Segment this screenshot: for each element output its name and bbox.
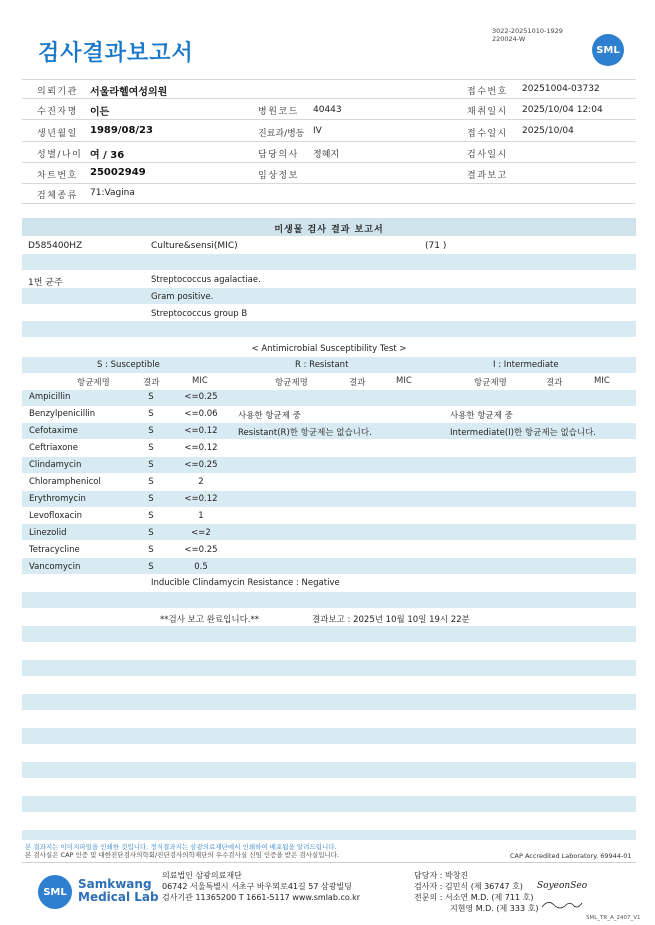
mic-value: <=2 (191, 528, 211, 538)
drug-name: Ampicillin (29, 392, 71, 402)
drug-name: Tetracycline (29, 545, 80, 555)
brand-line2: Medical Lab (78, 890, 159, 904)
sex-age-label: 성별/나이 (37, 150, 83, 160)
susceptibility-result: S (148, 511, 154, 521)
mic-value: <=0.12 (184, 426, 218, 436)
receipt-date-value: 2025/10/04 (522, 126, 574, 136)
susceptibility-result: S (148, 392, 154, 402)
susceptibility-result: S (148, 409, 154, 419)
section-title: 미생물 검사 결과 보고서 (274, 225, 384, 235)
resistant-title: R : Resistant (295, 360, 349, 370)
band (22, 524, 636, 540)
chart-no-value: 25002949 (90, 167, 146, 178)
receipt-no-label: 접수번호 (467, 87, 508, 97)
col-result-header: 결과 (349, 378, 366, 388)
susceptibility-result: S (148, 528, 154, 538)
sex-age-value: 여 / 36 (90, 150, 125, 161)
receipt-no-value: 20251004-03732 (522, 84, 600, 94)
specialist: 지현영 M.D. (제 333 호) (450, 904, 539, 913)
band (22, 491, 636, 507)
final-report-time: 결과보고 : 2025년 10월 10일 19시 22분 (312, 615, 470, 625)
col-mic-header: MIC (594, 376, 610, 386)
band (22, 796, 636, 812)
susceptibility-result: S (148, 545, 154, 555)
mic-value: <=0.12 (184, 443, 218, 453)
drug-name: Clindamycin (29, 460, 82, 470)
test-name: Culture&sensi(MIC) (151, 241, 238, 251)
sml-logo: SML (592, 34, 624, 66)
ast-title: < Antimicrobial Susceptibility Test > (251, 344, 407, 354)
band (22, 728, 636, 744)
susceptibility-result: S (148, 443, 154, 453)
inducible-result: Inducible Clindamycin Resistance : Negative (151, 578, 340, 588)
intermediate-note: 사용한 항균제 중 (450, 411, 513, 421)
document-id (492, 27, 563, 43)
hospital-label: 의뢰기관 (37, 87, 78, 97)
col-drug-header: 항균제명 (474, 378, 507, 388)
intermediate-note: Intermediate(I)한 항균제는 없습니다. (450, 428, 596, 438)
divider (22, 203, 636, 204)
mic-value: <=0.25 (184, 392, 218, 402)
drug-name: Erythromycin (29, 494, 86, 504)
tester: 검사자 : 김민식 (제 36747 호) (414, 882, 523, 891)
mic-value: 2 (198, 477, 204, 487)
band (22, 592, 636, 608)
band (22, 457, 636, 473)
resistant-note: 사용한 항균제 중 (238, 411, 301, 421)
strain-line: Streptococcus agalactiae. (151, 275, 261, 285)
divider (22, 162, 636, 163)
org-contact: 검사기관 11365200 T 1661-5117 www.smlab.co.kr (162, 893, 361, 902)
mic-value: 1 (198, 511, 204, 521)
susceptibility-result: S (148, 562, 154, 572)
col-mic-header: MIC (192, 376, 208, 386)
strain-label: 1번 균주 (28, 278, 63, 288)
signature: SoyeonSeo (537, 881, 588, 891)
patient-name-value: 이든 (90, 107, 110, 118)
intermediate-title: I : Intermediate (493, 360, 559, 370)
band (22, 626, 636, 642)
susceptible-title: S : Susceptible (97, 360, 160, 370)
susceptibility-result: S (148, 494, 154, 504)
band (22, 694, 636, 710)
mic-value: <=0.06 (184, 409, 218, 419)
collect-date-label: 채취일시 (467, 107, 508, 117)
test-date-label: 검사일시 (467, 150, 508, 160)
dept-value: IV (313, 126, 322, 136)
band (22, 254, 636, 270)
form-code: SML_TR_A_2407_V1 (586, 915, 641, 921)
drug-name: Chloramphenicol (29, 477, 101, 487)
sml-footer-logo: SML (38, 875, 72, 909)
institution-info (162, 870, 360, 903)
divider (22, 183, 636, 184)
band (22, 830, 636, 840)
hospital-code-label: 병원코드 (258, 107, 299, 117)
divider (22, 98, 636, 99)
receipt-date-label: 접수일시 (467, 129, 508, 139)
mic-value: <=0.25 (184, 460, 218, 470)
mic-value: <=0.25 (184, 545, 218, 555)
test-code: D585400HZ (28, 241, 83, 251)
susceptibility-result: S (148, 426, 154, 436)
certification-notice: 본 검사실은 CAP 인증 및 대한진단검사의학회/진단검사의학재단의 우수검사실 신임 인증을 받은 검사실입니다. (25, 851, 340, 859)
specialist: 전문의 : 서소연 M.D. (제 711 호) (414, 893, 534, 902)
specimen-label: 검체종류 (37, 191, 78, 201)
completion-note: **검사 보고 완료입니다.** (160, 615, 260, 625)
brand-line1: Samkwang (78, 877, 152, 891)
mic-value: <=0.12 (184, 494, 218, 504)
org-name: 의료법인 삼광의료재단 (162, 871, 242, 880)
strain-line: Gram positive. (151, 292, 214, 302)
susceptibility-result: S (148, 460, 154, 470)
birth-value: 1989/08/23 (90, 125, 153, 136)
strain-line: Streptococcus group B (151, 309, 248, 319)
document-id-line1: 3022-20251010-1929 (492, 27, 563, 35)
drug-name: Levofloxacin (29, 511, 83, 521)
band (22, 321, 636, 337)
band (22, 558, 636, 574)
drug-name: Vancomycin (29, 562, 81, 572)
col-mic-header: MIC (396, 376, 412, 386)
specimen-value: 71:Vagina (90, 188, 135, 198)
cap-accreditation: CAP Accredited Laboratory. 69944-01 (510, 852, 632, 860)
hospital-code-value: 40443 (313, 105, 342, 115)
divider (22, 79, 636, 80)
col-drug-header: 항균제명 (77, 378, 110, 388)
doctor-value: 정혜지 (313, 150, 340, 160)
band (22, 288, 636, 304)
drug-name: Linezolid (29, 528, 67, 538)
document-id-line2: 220024-W (492, 35, 526, 43)
report-title: 검사결과보고서 (38, 41, 194, 66)
col-drug-header: 항균제명 (275, 378, 308, 388)
col-result-header: 결과 (546, 378, 563, 388)
staff-info (414, 870, 538, 914)
susceptibility-result: S (148, 477, 154, 487)
band (22, 390, 636, 406)
org-address: 06742 서울특별시 서초구 바우뫼로41길 57 삼광빌딩 (162, 882, 352, 891)
drug-name: Ceftriaxone (29, 443, 78, 453)
hospital-value: 서울라헬여성의원 (90, 87, 168, 98)
band (22, 762, 636, 778)
resistant-note: Resistant(R)한 항균제는 없습니다. (238, 428, 372, 438)
patient-name-label: 수진자명 (37, 107, 78, 117)
dept-label: 진료과/병동 (258, 129, 305, 139)
brand-name (78, 878, 159, 904)
drug-name: Cefotaxime (29, 426, 78, 436)
result-date-label: 결과보고 (467, 171, 508, 181)
col-result-header: 결과 (143, 378, 160, 388)
clinical-label: 임상정보 (258, 171, 299, 181)
mic-value: 0.5 (194, 562, 208, 572)
footer-divider (22, 862, 636, 863)
band (22, 660, 636, 676)
birth-label: 생년월일 (37, 129, 78, 139)
image-notice: 본 결과지는 이미지파일을 인쇄한 것입니다. 정식결과지는 삼광의료재단에서 인쇄하여 배포됨을 알려드립니다. (25, 843, 337, 851)
signature-scribble (540, 897, 584, 911)
collect-date-value: 2025/10/04 12:04 (522, 105, 603, 115)
divider (22, 119, 636, 120)
test-number: (71 ) (425, 241, 447, 251)
divider (22, 141, 636, 142)
chart-no-label: 차트번호 (37, 171, 78, 181)
in-charge: 담당자 : 박창진 (414, 871, 469, 880)
doctor-label: 담당의사 (258, 150, 299, 160)
drug-name: Benzylpenicillin (29, 409, 96, 419)
